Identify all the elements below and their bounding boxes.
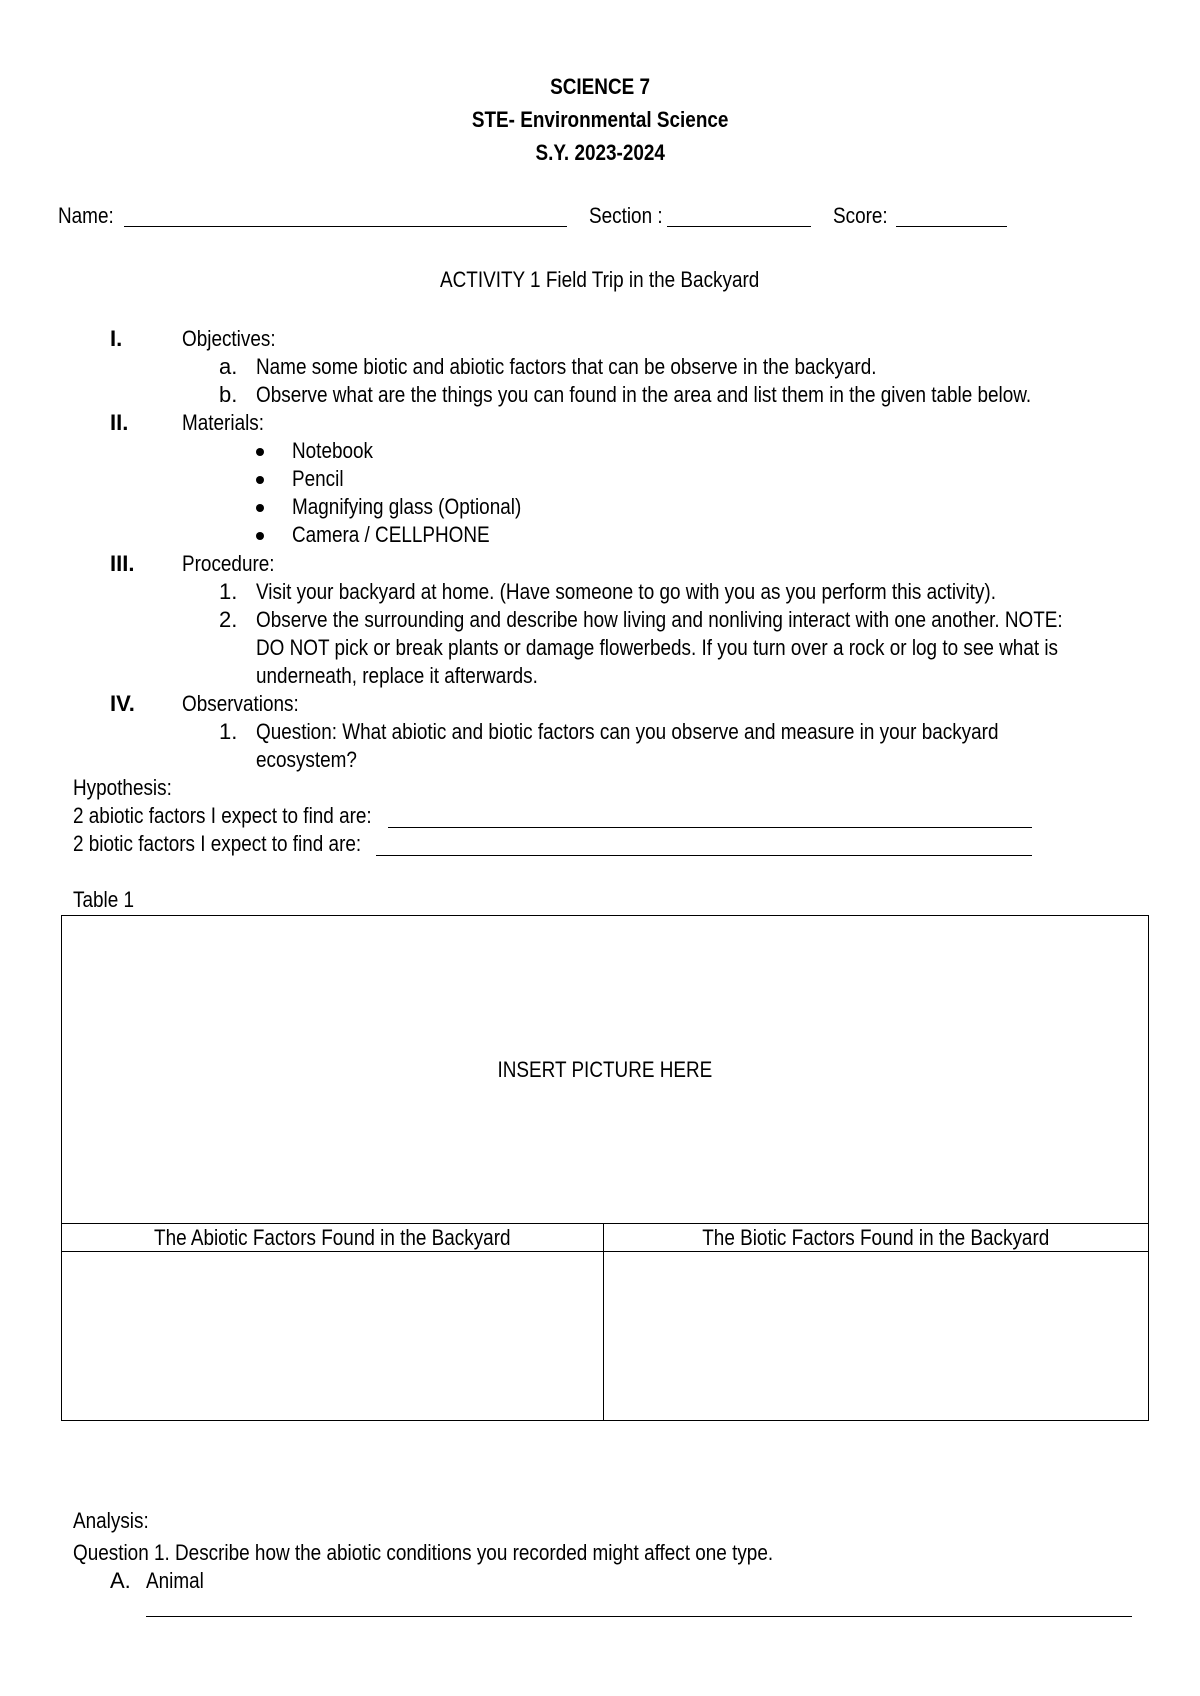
bullet-icon: [256, 448, 264, 456]
table-caption: Table 1: [73, 887, 135, 912]
name-label: Name:: [58, 203, 114, 228]
material-item: Magnifying glass (Optional): [292, 494, 522, 519]
procedure-step-2-line1: Observe the surrounding and describe how living and nonliving interact with one another. NOTE:: [256, 607, 1063, 632]
score-blank[interactable]: [896, 226, 1007, 227]
abiotic-hypothesis-prompt: 2 abiotic factors I expect to find are:: [73, 803, 372, 828]
objective-marker-a: a.: [219, 354, 238, 379]
name-blank[interactable]: [124, 226, 567, 227]
procedure-title: Procedure:: [182, 551, 275, 576]
numeral-materials: II.: [110, 410, 129, 435]
bullet-icon: [256, 532, 264, 540]
objective-b: Observe what are the things you can found in the area and list them in the given table below.: [256, 382, 1032, 407]
abiotic-answer-cell[interactable]: [62, 1252, 604, 1421]
abiotic-column-header: The Abiotic Factors Found in the Backyard: [62, 1224, 604, 1252]
procedure-step-2-line3: underneath, replace it afterwards.: [256, 663, 538, 688]
materials-title: Materials:: [182, 410, 265, 435]
observation-table: [61, 915, 1149, 1421]
score-label: Score:: [833, 203, 888, 228]
procedure-step-1: Visit your backyard at home. (Have someone to go with you as you perform this activity).: [256, 579, 996, 604]
observation-question-line2: ecosystem?: [256, 747, 357, 772]
procedure-marker-1: 1.: [219, 579, 238, 604]
hypothesis-label: Hypothesis:: [73, 775, 172, 800]
objectives-title: Objectives:: [182, 326, 276, 351]
biotic-answer-cell[interactable]: [604, 1252, 1149, 1421]
procedure-step-2-line2: DO NOT pick or break plants or damage flowerbeds. If you turn over a rock or log to see what is: [256, 635, 1059, 660]
numeral-procedure: III.: [110, 551, 135, 576]
observation-question-line1: Question: What abiotic and biotic factors can you observe and measure in your backyard: [256, 719, 999, 744]
procedure-marker-2: 2.: [219, 607, 238, 632]
numeral-observations: IV.: [110, 691, 135, 716]
objective-marker-b: b.: [219, 382, 238, 407]
bullet-icon: [256, 476, 264, 484]
analysis-question-1: Question 1. Describe how the abiotic conditions you recorded might affect one type.: [73, 1540, 774, 1565]
picture-area[interactable]: [62, 916, 1149, 1224]
course-title: STE- Environmental Science: [471, 107, 729, 132]
material-item: Pencil: [292, 466, 344, 491]
observations-title: Observations:: [182, 691, 299, 716]
option-a-text: Animal: [146, 1568, 204, 1593]
activity-title: ACTIVITY 1 Field Trip in the Backyard: [440, 267, 760, 292]
section-label: Section :: [589, 203, 663, 228]
observation-marker-1: 1.: [219, 719, 238, 744]
biotic-hypothesis-prompt: 2 biotic factors I expect to find are:: [73, 831, 362, 856]
material-item: Notebook: [292, 438, 374, 463]
analysis-label: Analysis:: [73, 1508, 149, 1533]
subject-title: SCIENCE 7: [550, 74, 650, 99]
picture-placeholder: INSERT PICTURE HERE: [497, 1056, 713, 1082]
animal-answer-blank[interactable]: [146, 1616, 1132, 1617]
material-item: Camera / CELLPHONE: [292, 522, 490, 547]
abiotic-hypothesis-blank[interactable]: [388, 827, 1032, 828]
objective-a: Name some biotic and abiotic factors that can be observe in the backyard.: [256, 354, 877, 379]
section-blank[interactable]: [667, 226, 811, 227]
option-a-marker: A.: [110, 1568, 131, 1593]
bullet-icon: [256, 504, 264, 512]
school-year: S.Y. 2023-2024: [535, 140, 665, 165]
biotic-column-header: The Biotic Factors Found in the Backyard: [604, 1224, 1149, 1252]
biotic-hypothesis-blank[interactable]: [376, 855, 1032, 856]
numeral-objectives: I.: [110, 326, 123, 351]
